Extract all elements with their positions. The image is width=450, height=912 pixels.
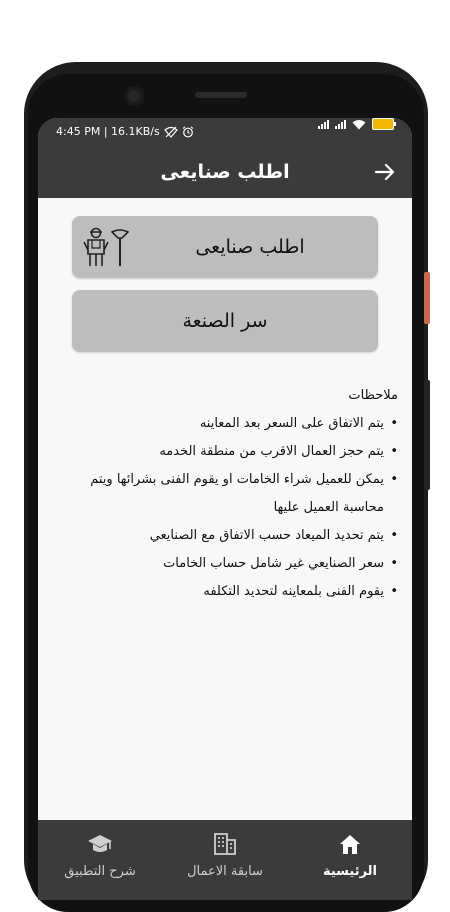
list-item: • يقوم الفنى بلمعاينه لتحديد التكلفه bbox=[52, 578, 398, 606]
building-icon bbox=[212, 832, 238, 856]
list-item: • يتم الاتفاق على السعر بعد المعاينه bbox=[52, 410, 398, 438]
trade-secret-label: سر الصنعة bbox=[182, 310, 268, 332]
app-screen bbox=[38, 118, 412, 900]
status-time: 4:45 PM | 16.1KB/s bbox=[56, 125, 160, 138]
list-item: • يمكن للعميل شراء الخامات او يقوم الفنى بشرائها ويتم محاسبة العميل عليها bbox=[52, 466, 398, 522]
nav-home[interactable] bbox=[288, 820, 412, 900]
earpiece-speaker bbox=[195, 92, 247, 98]
signal-icon bbox=[318, 119, 329, 129]
notes-list bbox=[52, 410, 398, 606]
list-item: • سعر الصنايعي غير شامل حساب الخامات bbox=[52, 550, 398, 578]
arrow-right-back-icon[interactable] bbox=[374, 160, 396, 184]
nav-app-guide[interactable] bbox=[38, 820, 162, 900]
request-worker-label: اطلب صنايعى bbox=[195, 236, 305, 258]
notes-section bbox=[52, 382, 398, 606]
battery-icon bbox=[372, 118, 394, 130]
status-bar bbox=[38, 118, 412, 146]
volume-button bbox=[424, 380, 430, 490]
alarm-icon bbox=[182, 126, 194, 138]
wifi-icon bbox=[352, 119, 366, 130]
app-bar bbox=[38, 146, 412, 198]
front-camera bbox=[124, 86, 144, 106]
trade-secret-button[interactable] bbox=[72, 290, 378, 352]
nav-previous-work-label: سابقة الاعمال bbox=[187, 864, 263, 879]
request-worker-button[interactable] bbox=[72, 216, 378, 278]
list-item: • يتم تحديد الميعاد حسب الاتفاق مع الصنايعي bbox=[52, 522, 398, 550]
wifi-off-icon bbox=[164, 126, 178, 138]
power-button bbox=[424, 272, 430, 324]
page-title: اطلب صنايعى bbox=[160, 161, 290, 183]
nav-previous-work[interactable] bbox=[163, 820, 287, 900]
graduation-cap-icon bbox=[87, 832, 113, 856]
nav-home-label: الرئيسية bbox=[322, 864, 378, 879]
bottom-navigation bbox=[38, 820, 412, 900]
nav-app-guide-label: شرح التطبيق bbox=[64, 864, 136, 879]
list-item: • يتم حجز العمال الاقرب من منطقة الخدمه bbox=[52, 438, 398, 466]
signal-2-icon bbox=[335, 119, 346, 129]
notes-title: ملاحظات bbox=[348, 388, 398, 403]
home-icon bbox=[337, 832, 363, 856]
